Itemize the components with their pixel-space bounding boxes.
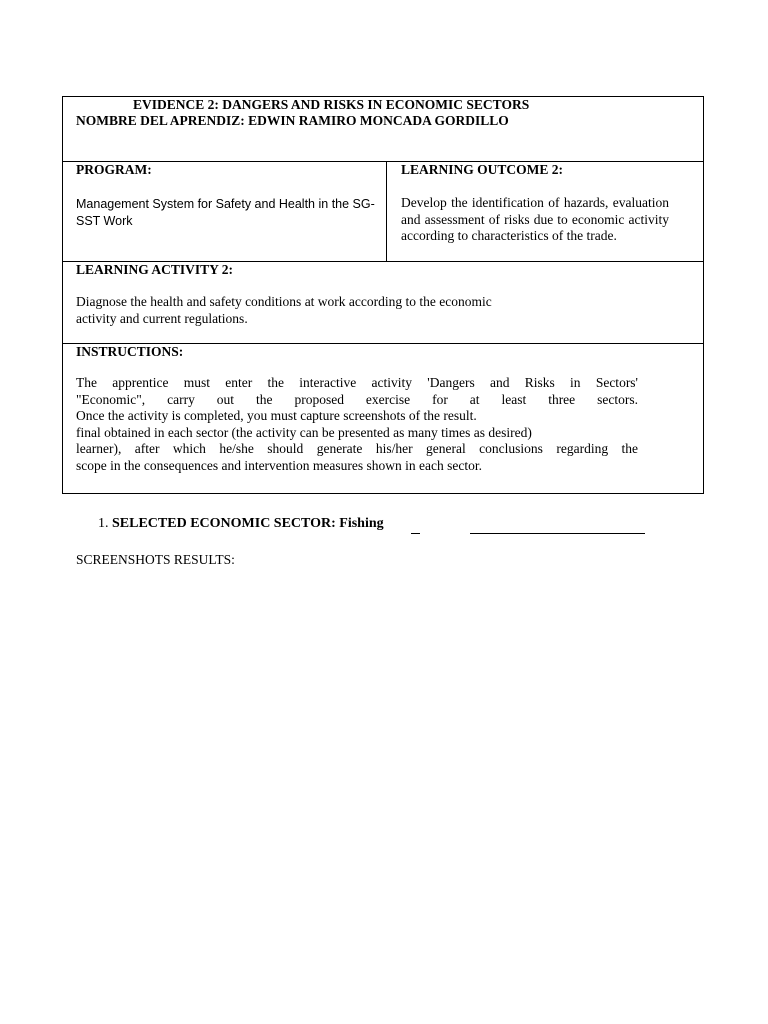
instructions-line: learner), after which he/she should generate his/her general conclusions regarding the bbox=[76, 441, 638, 456]
sector-label: SELECTED ECONOMIC SECTOR: Fishing bbox=[112, 516, 384, 531]
program-outcome-row bbox=[63, 162, 703, 262]
learning-outcome-cell bbox=[387, 162, 703, 261]
sector-number: 1. bbox=[98, 516, 109, 531]
screenshots-results-label: SCREENSHOTS RESULTS: bbox=[76, 552, 235, 567]
learning-activity-text: Diagnose the health and safety conditions at work according to the economic activity and current regulations. bbox=[76, 294, 492, 326]
instructions-line: "Economic", carry out the proposed exercise for at least three sectors. bbox=[76, 391, 638, 407]
instructions-line: final obtained in each sector (the activity can be presented as many times as desired) bbox=[76, 424, 532, 440]
instructions-text bbox=[76, 375, 638, 474]
instructions-heading: INSTRUCTIONS: bbox=[76, 344, 184, 359]
table-header-row bbox=[63, 97, 703, 162]
learning-outcome-text: Develop the identification of hazards, evaluation and assessment of risks due to economic activity according to characteristics of the trade. bbox=[401, 195, 669, 243]
instructions-line: Once the activity is completed, you must capture screenshots of the result. bbox=[76, 408, 477, 423]
learning-activity-row bbox=[63, 262, 703, 344]
instructions-line: scope in the consequences and intervention measures shown in each sector. bbox=[76, 457, 482, 473]
apprentice-name: NOMBRE DEL APRENDIZ: EDWIN RAMIRO MONCADA GORDILLO bbox=[76, 113, 509, 128]
instructions-row bbox=[63, 344, 703, 494]
evidence-table bbox=[62, 96, 704, 494]
learning-activity-heading: LEARNING ACTIVITY 2: bbox=[76, 262, 234, 277]
sector-blank-long bbox=[470, 533, 645, 534]
selected-sector-line bbox=[98, 516, 384, 532]
learning-outcome-heading: LEARNING OUTCOME 2: bbox=[401, 162, 564, 177]
program-cell bbox=[63, 162, 387, 261]
sector-blank-short bbox=[411, 533, 420, 534]
document-title: EVIDENCE 2: DANGERS AND RISKS IN ECONOMIC SECTORS bbox=[133, 97, 530, 112]
instructions-line: The apprentice must enter the interactive activity 'Dangers and Risks in Sectors' bbox=[76, 375, 638, 390]
program-heading: PROGRAM: bbox=[76, 162, 152, 177]
program-text: Management System for Safety and Health in the SG-SST Work bbox=[76, 197, 375, 228]
